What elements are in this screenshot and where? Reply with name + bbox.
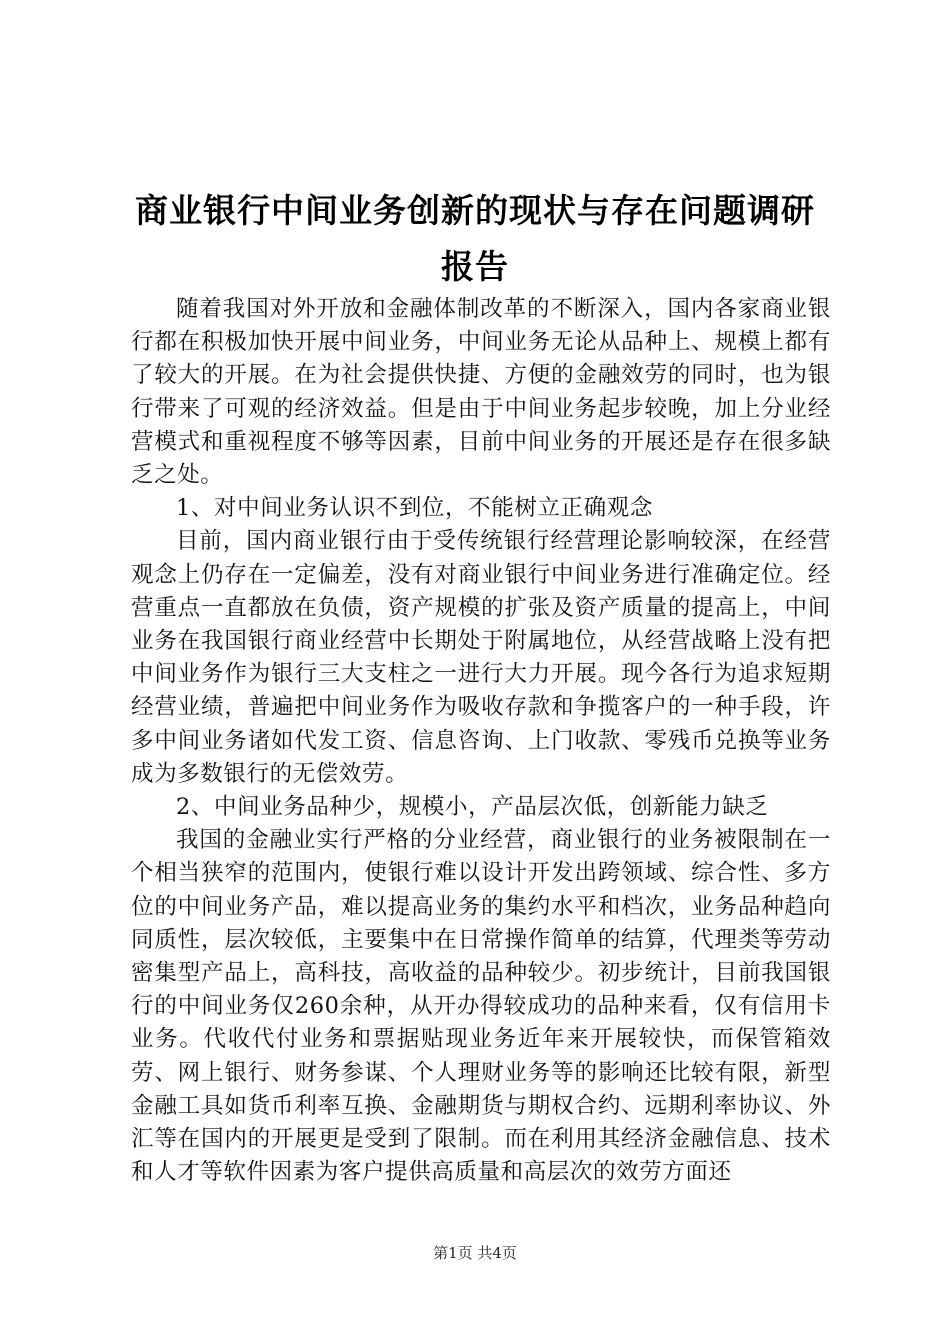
section-heading-2: 2、中间业务品种少，规模小，产品层次低，创新能力缺乏 [176,794,769,821]
section-heading-1: 1、对中间业务认识不到位，不能树立正确观念 [176,495,653,522]
document-title: 商业银行中间业务创新的现状与存在问题调研报告 [135,191,815,286]
paragraph-intro: 随着我国对外开放和金融体制改革的不断深入，国内各家商业银行都在积极加快开展中间业务，中间业务无论从品种上、规模上都有了较大的开展。在为社会提供快捷、方便的金融效劳的同时，也为银行带来了可观的经济效益。但是由于中间业务起步较晚，加上分业经营模式和重视程度不够等因素，目前中间业务的开展还是存在很多缺乏之处。 [131,296,831,489]
document-body [131,293,831,1189]
paragraph-section-2: 我国的金融业实行严格的分业经营，商业银行的业务被限制在一个相当狭窄的范围内，使银行难以设计开发出跨领域、综合性、多方位的中间业务产品，难以提高业务的集约水平和档次，业务品种趋向同质性，层次较低，主要集中在日常操作简单的结算，代理类等劳动密集型产品上，高科技，高收益的品种较少。初步统计，目前我国银行的中间业务仅260余种，从开办得较成功的品种来看，仅有信用卡业务。代收代付业务和票据贴现业务近年来开展较快，而保管箱效劳、网上银行、财务参谋、个人理财业务等的影响还比较有限，新型金融工具如货币利率互换、金融期货与期权合约、远期利率协议、外汇等在国内的开展更是受到了限制。而在利用其经济金融信息、技术和人才等软件因素为客户提供高质量和高层次的效劳方面还 [131,827,831,1186]
page-number-footer: 第1页 共4页 [433,1244,517,1262]
paragraph-section-1: 目前，国内商业银行由于受传统银行经营理论影响较深，在经营观念上仍存在一定偏差，没有对商业银行中间业务进行准确定位。经营重点一直都放在负债，资产规模的扩张及资产质量的提高上，中间业务在我国银行商业经营中长期处于附属地位，从经营战略上没有把中间业务作为银行三大支柱之一进行大力开展。现今各行为追求短期经营业绩，普遍把中间业务作为吸收存款和争揽客户的一种手段，许多中间业务诸如代发工资、信息咨询、上门收款、零残币兑换等业务成为多数银行的无偿效劳。 [131,528,831,787]
